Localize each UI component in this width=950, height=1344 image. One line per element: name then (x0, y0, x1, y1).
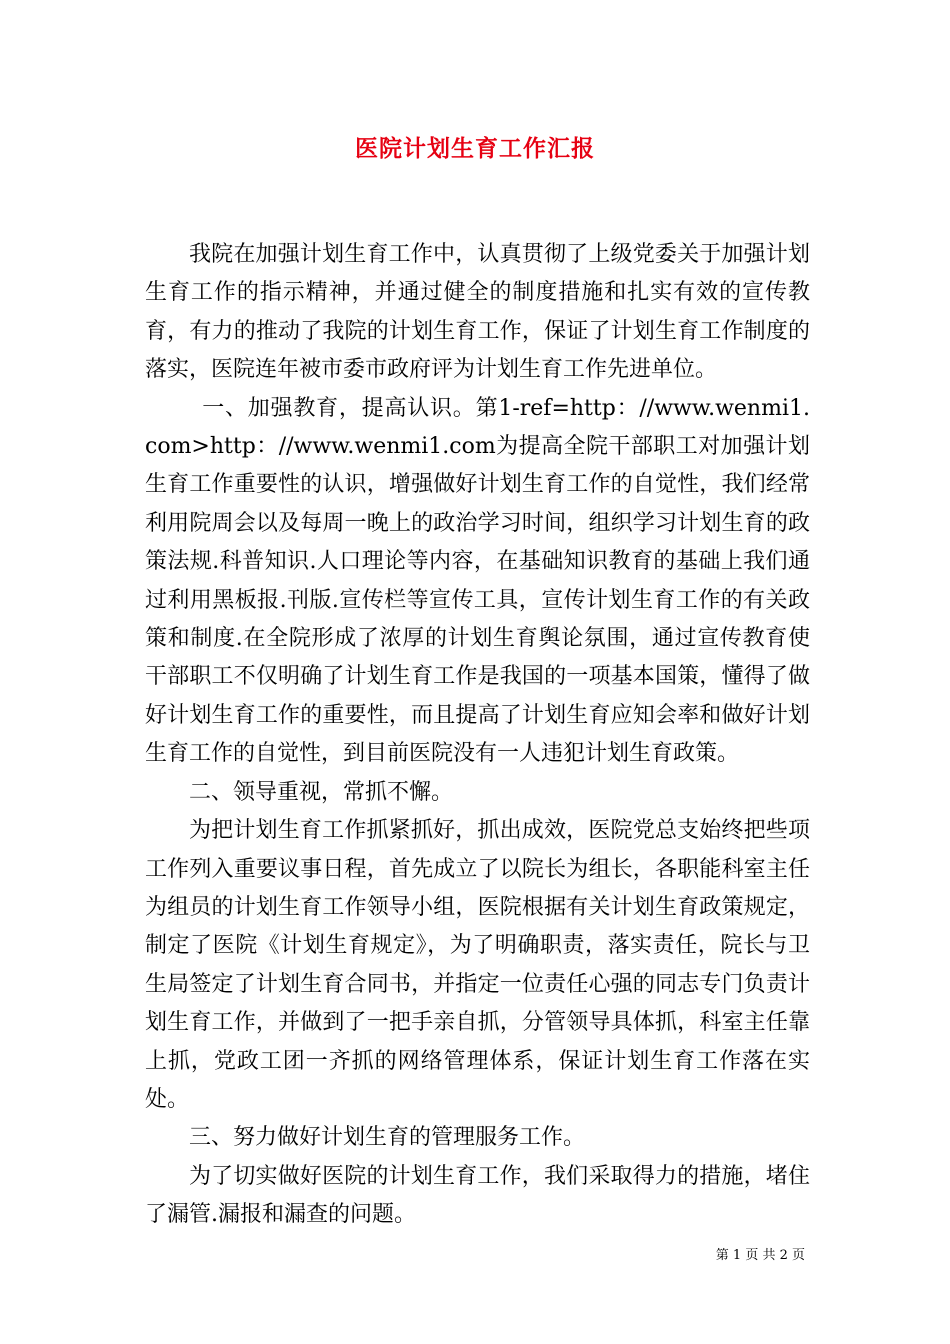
paragraph-section-3-body: 为了切实做好医院的计划生育工作，我们采取得力的措施，堵住了漏管.漏报和漏查的问题。 (145, 1163, 810, 1228)
page-number-footer: 第 1 页 共 2 页 (715, 1248, 805, 1263)
paragraph-intro: 我院在加强计划生育工作中，认真贯彻了上级党委关于加强计划生育工作的指示精神，并通过健全的制度措施和扎实有效的宣传教育，有力的推动了我院的计划生育工作，保证了计划生育工作制度的落实，医院连年被市委市政府评为计划生育工作先进单位。 (145, 242, 810, 383)
document-body (145, 236, 810, 1235)
paragraph-section-3-heading: 三、努力做好计划生育的管理服务工作。 (189, 1125, 586, 1151)
paragraph-section-1: 一、加强教育，提高认识。第1-ref=http：//www.wenmi1.com>http：//www.wenmi1.com为提高全院干部职工对加强计划生育工作重要性的认识，增强做好计划生育工作的自觉性，我们经常利用院周会以及每周一晚上的政治学习时间，组织学习计划生育的政策法规.科普知识.人口理论等内容，在基础知识教育的基础上我们通过利用黑板报.刊版.宣传栏等宣传工具，宣传计划生育工作的有关政策和制度.在全院形成了浓厚的计划生育舆论氛围，通过宣传教育使干部职工不仅明确了计划生育工作是我国的一项基本国策，懂得了做好计划生育工作的重要性，而且提高了计划生育应知会率和做好计划生育工作的自觉性，到目前医院没有一人违犯计划生育政策。 (145, 395, 810, 767)
paragraph-section-2-heading: 二、领导重视，常抓不懈。 (189, 779, 454, 805)
paragraph-section-2-body: 为把计划生育工作抓紧抓好，抓出成效，医院党总支始终把些项工作列入重要议事日程，首先成立了以院长为组长，各职能科室主任为组员的计划生育工作领导小组，医院根据有关计划生育政策规定，制定了医院《计划生育规定》，为了明确职责，落实责任，院长与卫生局签定了计划生育合同书，并指定一位责任心强的同志专门负责计划生育工作，并做到了一把手亲自抓，分管领导具体抓，科室主任靠上抓，党政工团一齐抓的网络管理体系，保证计划生育工作落在实处。 (145, 818, 810, 1112)
document-title: 医院计划生育工作汇报 (355, 135, 595, 162)
